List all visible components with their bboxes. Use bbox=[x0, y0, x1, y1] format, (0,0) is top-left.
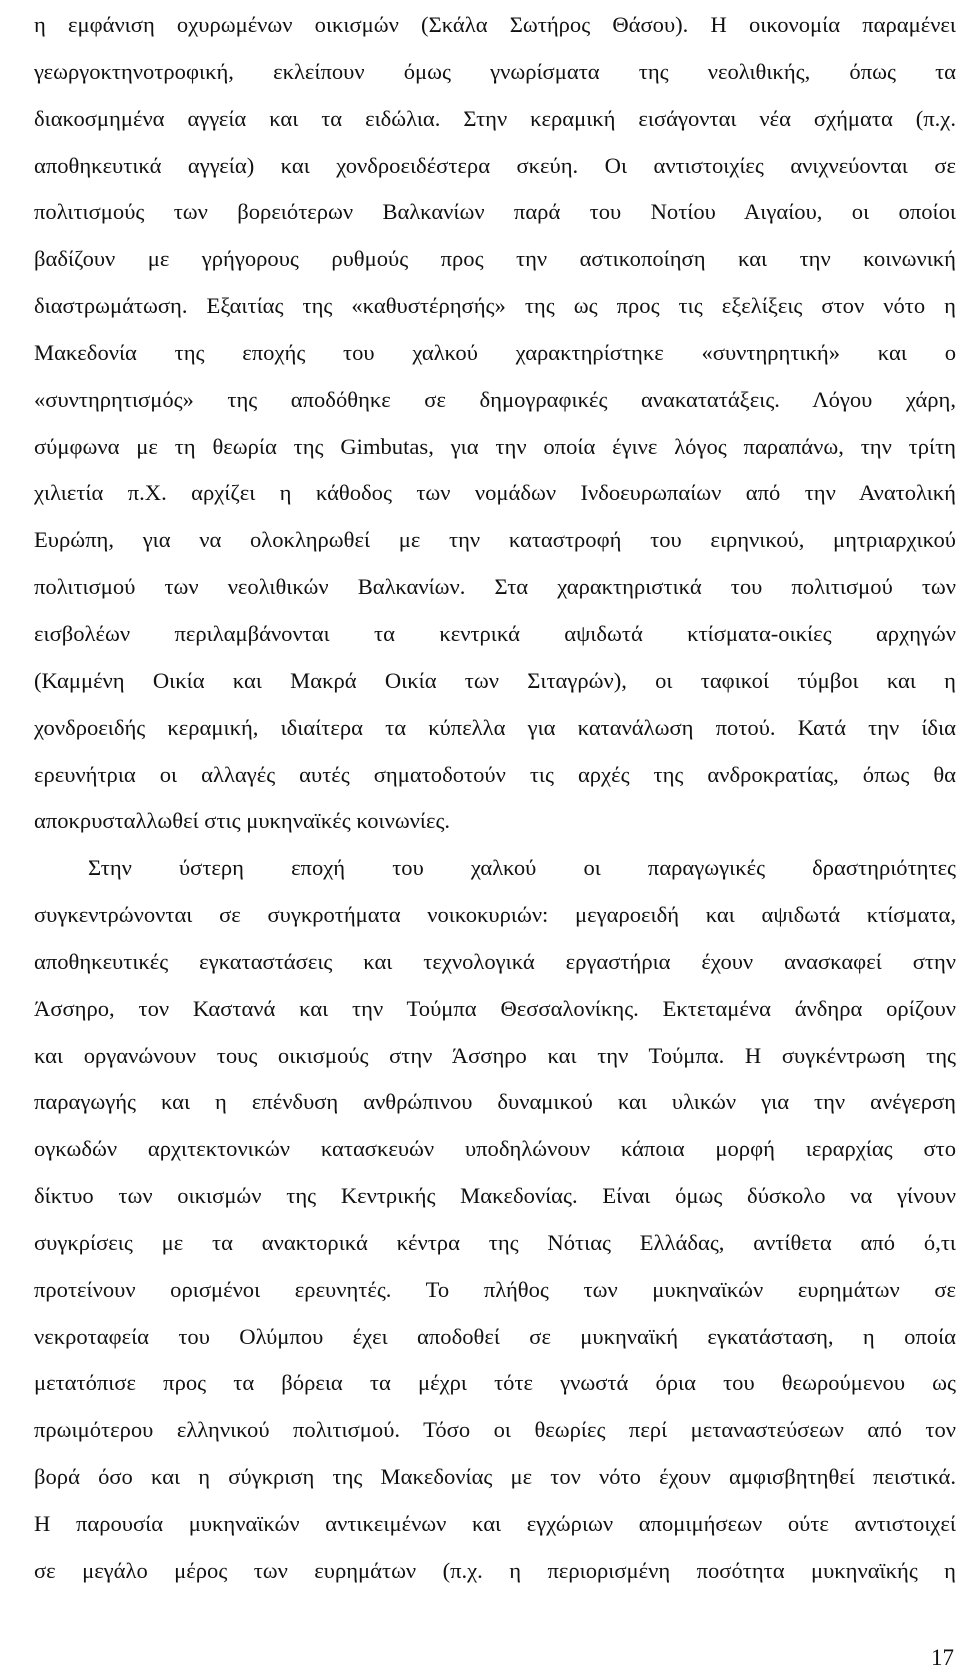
text-line-15: (Καμμένη Οικία και Μακρά Οικία των Σιταγρών), οι ταφικοί τύμβοι και η bbox=[34, 667, 956, 693]
text-line-18: αποκρυσταλλωθεί στις μυκηναϊκές κοινωνίες. bbox=[34, 808, 451, 834]
text-line-33: Η παρουσία μυκηναϊκών αντικειμένων και εγχώριων απομιμήσεων ούτε αντιστοιχεί bbox=[34, 1511, 956, 1536]
text-line-34: σε μεγάλο μέρος των ευρημάτων (π.χ. η περιορισμένη ποσότητα μυκηναϊκής η bbox=[34, 1557, 956, 1583]
text-line-32: βορά όσο και η σύγκριση της Μακεδονίας με τον νότο έχουν αμφισβητηθεί πειστικά. bbox=[34, 1464, 956, 1490]
text-line-4: αποθηκευτικά αγγεία) και χονδροειδέστερα σκεύη. Οι αντιστοιχίες ανιχνεύονται σε bbox=[34, 152, 956, 178]
text-line-11: χιλιετία π.Χ. αρχίζει η κάθοδος των νομάδων Ινδοευρωπαίων από την Ανατολική bbox=[34, 480, 956, 506]
text-line-21: αποθηκευτικές εγκαταστάσεις και τεχνολογικά εργαστήρια έχουν ανασκαφεί στην bbox=[34, 948, 956, 974]
text-line-31: πρωιμότερου ελληνικού πολιτισμού. Τόσο οι θεωρίες περί μεταναστεύσεων από τον bbox=[34, 1417, 956, 1443]
text-line-5: πολιτισμούς των βορειότερων Βαλκανίων παρά του Νοτίου Αιγαίου, οι οποίοι bbox=[34, 199, 956, 225]
text-line-24: παραγωγής και η επένδυση ανθρώπινου δυναμικού και υλικών για την ανέγερση bbox=[34, 1089, 956, 1115]
body-text bbox=[34, 2, 956, 1595]
text-line-9: «συντηρητισμός» της αποδόθηκε σε δημογραφικές ανακατατάξεις. Λόγου χάρη, bbox=[34, 386, 956, 412]
text-line-12: Ευρώπη, για να ολοκληρωθεί με την καταστροφή του ειρηνικού, μητριαρχικού bbox=[34, 527, 956, 553]
text-line-23: και οργανώνουν τους οικισμούς στην Άσσηρο και την Τούμπα. Η συγκέντρωση της bbox=[34, 1042, 956, 1068]
text-line-10: σύμφωνα με τη θεωρία της Gimbutas, για την οποία έγινε λόγος παραπάνω, την τρίτη bbox=[34, 433, 956, 459]
text-line-16: χονδροειδής κεραμική, ιδιαίτερα τα κύπελλα για κατανάλωση ποτού. Κατά την ίδια bbox=[34, 714, 956, 740]
text-line-2: γεωργοκτηνοτροφική, εκλείπουν όμως γνωρίσματα της νεολιθικής, όπως τα bbox=[34, 58, 956, 84]
text-line-27: συγκρίσεις με τα ανακτορικά κέντρα της Νότιας Ελλάδας, αντίθετα από ό,τι bbox=[34, 1229, 956, 1255]
text-line-28: προτείνουν ορισμένοι ερευνητές. Το πλήθος των μυκηναϊκών ευρημάτων σε bbox=[34, 1276, 956, 1302]
text-line-1: η εμφάνιση οχυρωμένων οικισμών (Σκάλα Σωτήρος Θάσου). Η οικονομία παραμένει bbox=[34, 12, 956, 37]
text-line-19: Στην ύστερη εποχή του χαλκού οι παραγωγικές δραστηριότητες bbox=[88, 855, 956, 881]
text-line-6: βαδίζουν με γρήγορους ρυθμούς προς την αστικοποίηση και την κοινωνική bbox=[34, 246, 956, 272]
text-line-26: δίκτυο των οικισμών της Κεντρικής Μακεδονίας. Είναι όμως δύσκολο να γίνουν bbox=[34, 1183, 956, 1209]
text-line-3: διακοσμημένα αγγεία και τα ειδώλια. Στην κεραμική εισάγονται νέα σχήματα (π.χ. bbox=[34, 105, 956, 131]
text-line-13: πολιτισμού των νεολιθικών Βαλκανίων. Στα χαρακτηριστικά του πολιτισμού των bbox=[34, 574, 956, 600]
text-line-17: ερευνήτρια οι αλλαγές αυτές σηματοδοτούν τις αρχές της ανδροκρατίας, όπως θα bbox=[34, 761, 956, 787]
text-line-7: διαστρωμάτωση. Εξαιτίας της «καθυστέρησής» της ως προς τις εξελίξεις στον νότο η bbox=[34, 293, 956, 319]
text-line-20: συγκεντρώνονται σε συγκροτήματα νοικοκυριών: μεγαροειδή και αψιδωτά κτίσματα, bbox=[34, 902, 956, 928]
text-line-25: ογκωδών αρχιτεκτονικών κατασκευών υποδηλώνουν κάποια μορφή ιεραρχίας στο bbox=[34, 1136, 956, 1162]
text-line-22: Άσσηρο, τον Καστανά και την Τούμπα Θεσσαλονίκης. Εκτεταμένα άνδηρα ορίζουν bbox=[34, 995, 956, 1021]
text-line-29: νεκροταφεία του Ολύμπου έχει αποδοθεί σε μυκηναϊκή εγκατάσταση, η οποία bbox=[34, 1323, 956, 1349]
page-number: 17 bbox=[931, 1645, 954, 1670]
text-line-30: μετατόπισε προς τα βόρεια τα μέχρι τότε γνωστά όρια του θεωρούμενου ως bbox=[34, 1370, 956, 1396]
text-line-14: εισβολέων περιλαμβάνονται τα κεντρικά αψιδωτά κτίσματα-οικίες αρχηγών bbox=[34, 620, 956, 646]
text-line-8: Μακεδονία της εποχής του χαλκού χαρακτηρίστηκε «συντηρητική» και ο bbox=[34, 339, 956, 365]
